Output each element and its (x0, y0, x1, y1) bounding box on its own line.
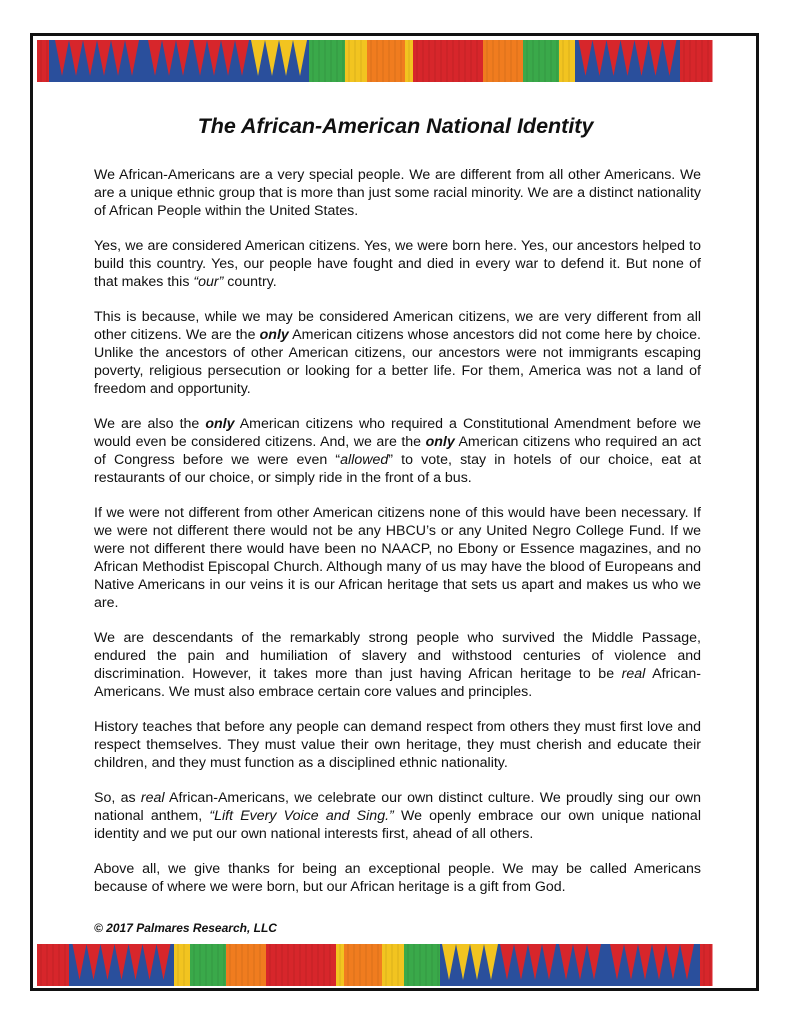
emphasis-bold-italic: only (259, 327, 289, 343)
paragraph (94, 415, 701, 487)
kente-stripe (190, 944, 227, 986)
text-run: African-Americans, we celebrate our own distinct culture. We proudly sing our own national anthem, (94, 790, 701, 824)
kente-border-bottom (37, 944, 752, 986)
text-run: We African-Americans are a very special people. We are different from all other Americans. We are a unique ethnic group that is more than just some racial minority. We are a distinct nationality of African People within the United States. (94, 167, 701, 219)
text-run: American citizens whose ancestors did not come here by choice. Unlike the ancestors of other American citizens, our ancestors were not immigrants escaping poverty, religious persecution or looking for a better life. For them, America was not a land of freedom and opportunity. (94, 327, 701, 397)
emphasis-italic: real (621, 666, 646, 682)
kente-stripe (700, 944, 713, 986)
kente-stripe (404, 944, 441, 986)
paragraph (94, 166, 701, 220)
text-run: History teaches that before any people can demand respect from others they must first love and respect themselves. They must value their own heritage, they must cherish and educate their children, and they must function as a disciplined ethnic nationality. (94, 719, 701, 771)
paragraph (94, 789, 701, 843)
kente-border-top (37, 40, 752, 82)
emphasis-italic: allowed (340, 452, 389, 468)
emphasis-italic: “our” (193, 274, 224, 290)
emphasis-italic: “Lift Every Voice and Sing.” (209, 808, 394, 824)
paragraph (94, 237, 701, 291)
kente-stripe (367, 40, 406, 82)
paragraph (94, 860, 701, 896)
text-run: We are also the (94, 416, 206, 432)
text-run: If we were not different from other American citizens none of this would have been necessary. If we were not different there would not be any HBCU’s or any United Negro College Fund. If we were not different there would have been no NAACP, no Ebony or Essence magazines, and no African Methodist Episcopal Church. Although many of us may have the blood of Europeans and Native Americans in our veins it is our African heritage that sets us apart and makes us who we are. (94, 505, 701, 611)
emphasis-bold-italic: only (425, 434, 455, 450)
copyright-notice: © 2017 Palmares Research, LLC (94, 921, 277, 935)
kente-stripe (523, 40, 560, 82)
paragraph (94, 308, 701, 398)
text-run: American citizens who required an act of Congress before we were even “ (94, 434, 702, 468)
text-run: African-Americans. We must also embrace certain core values and principles. (94, 666, 701, 700)
text-run: This is because, while we may be considered American citizens, we are very different from all other citizens. We are the (94, 309, 701, 343)
emphasis-italic: real (140, 790, 165, 806)
paragraph (94, 718, 701, 772)
emphasis-bold-italic: only (205, 416, 235, 432)
kente-stripe (174, 944, 191, 986)
kente-stripe (266, 944, 337, 986)
kente-pattern-top (37, 40, 752, 82)
kente-stripe (345, 40, 368, 82)
article-body (94, 166, 701, 913)
kente-stripe (37, 40, 50, 82)
text-run: American citizens who required a Constitutional Amendment before we would even be considered citizens. And, we are the (94, 416, 701, 450)
paragraph (94, 504, 701, 612)
kente-stripe (413, 40, 484, 82)
kente-pattern-bottom (37, 944, 752, 986)
page-title: The African-American National Identity (197, 114, 594, 138)
text-run: So, as (94, 790, 141, 806)
text-run: country. (223, 274, 277, 290)
kente-stripe (559, 40, 576, 82)
text-run: Yes, we are considered American citizens. Yes, we were born here. Yes, our ancestors helped to build this country. Yes, our people have fought and died in every war to defend it. But none of that makes this (94, 238, 701, 290)
kente-stripe (382, 944, 405, 986)
text-run: We are descendants of the remarkably strong people who survived the Middle Passage, endured the pain and humiliation of slavery and withstood centuries of violence and discrimination. However, it takes more than just having African heritage to be (94, 630, 701, 682)
kente-stripe (344, 944, 383, 986)
kente-stripe (309, 40, 346, 82)
paragraph (94, 629, 701, 701)
text-run: ” to vote, stay in hotels of our choice, eat at restaurants of our choice, or simply ride in the front of a bus. (94, 452, 702, 486)
text-run: Above all, we give thanks for being an exceptional people. We may be called Americans because of where we were born, but our African heritage is a gift from God. (94, 861, 701, 895)
text-run: We openly embrace our own unique national identity and we put our own national interests first, ahead of all others. (94, 808, 701, 842)
